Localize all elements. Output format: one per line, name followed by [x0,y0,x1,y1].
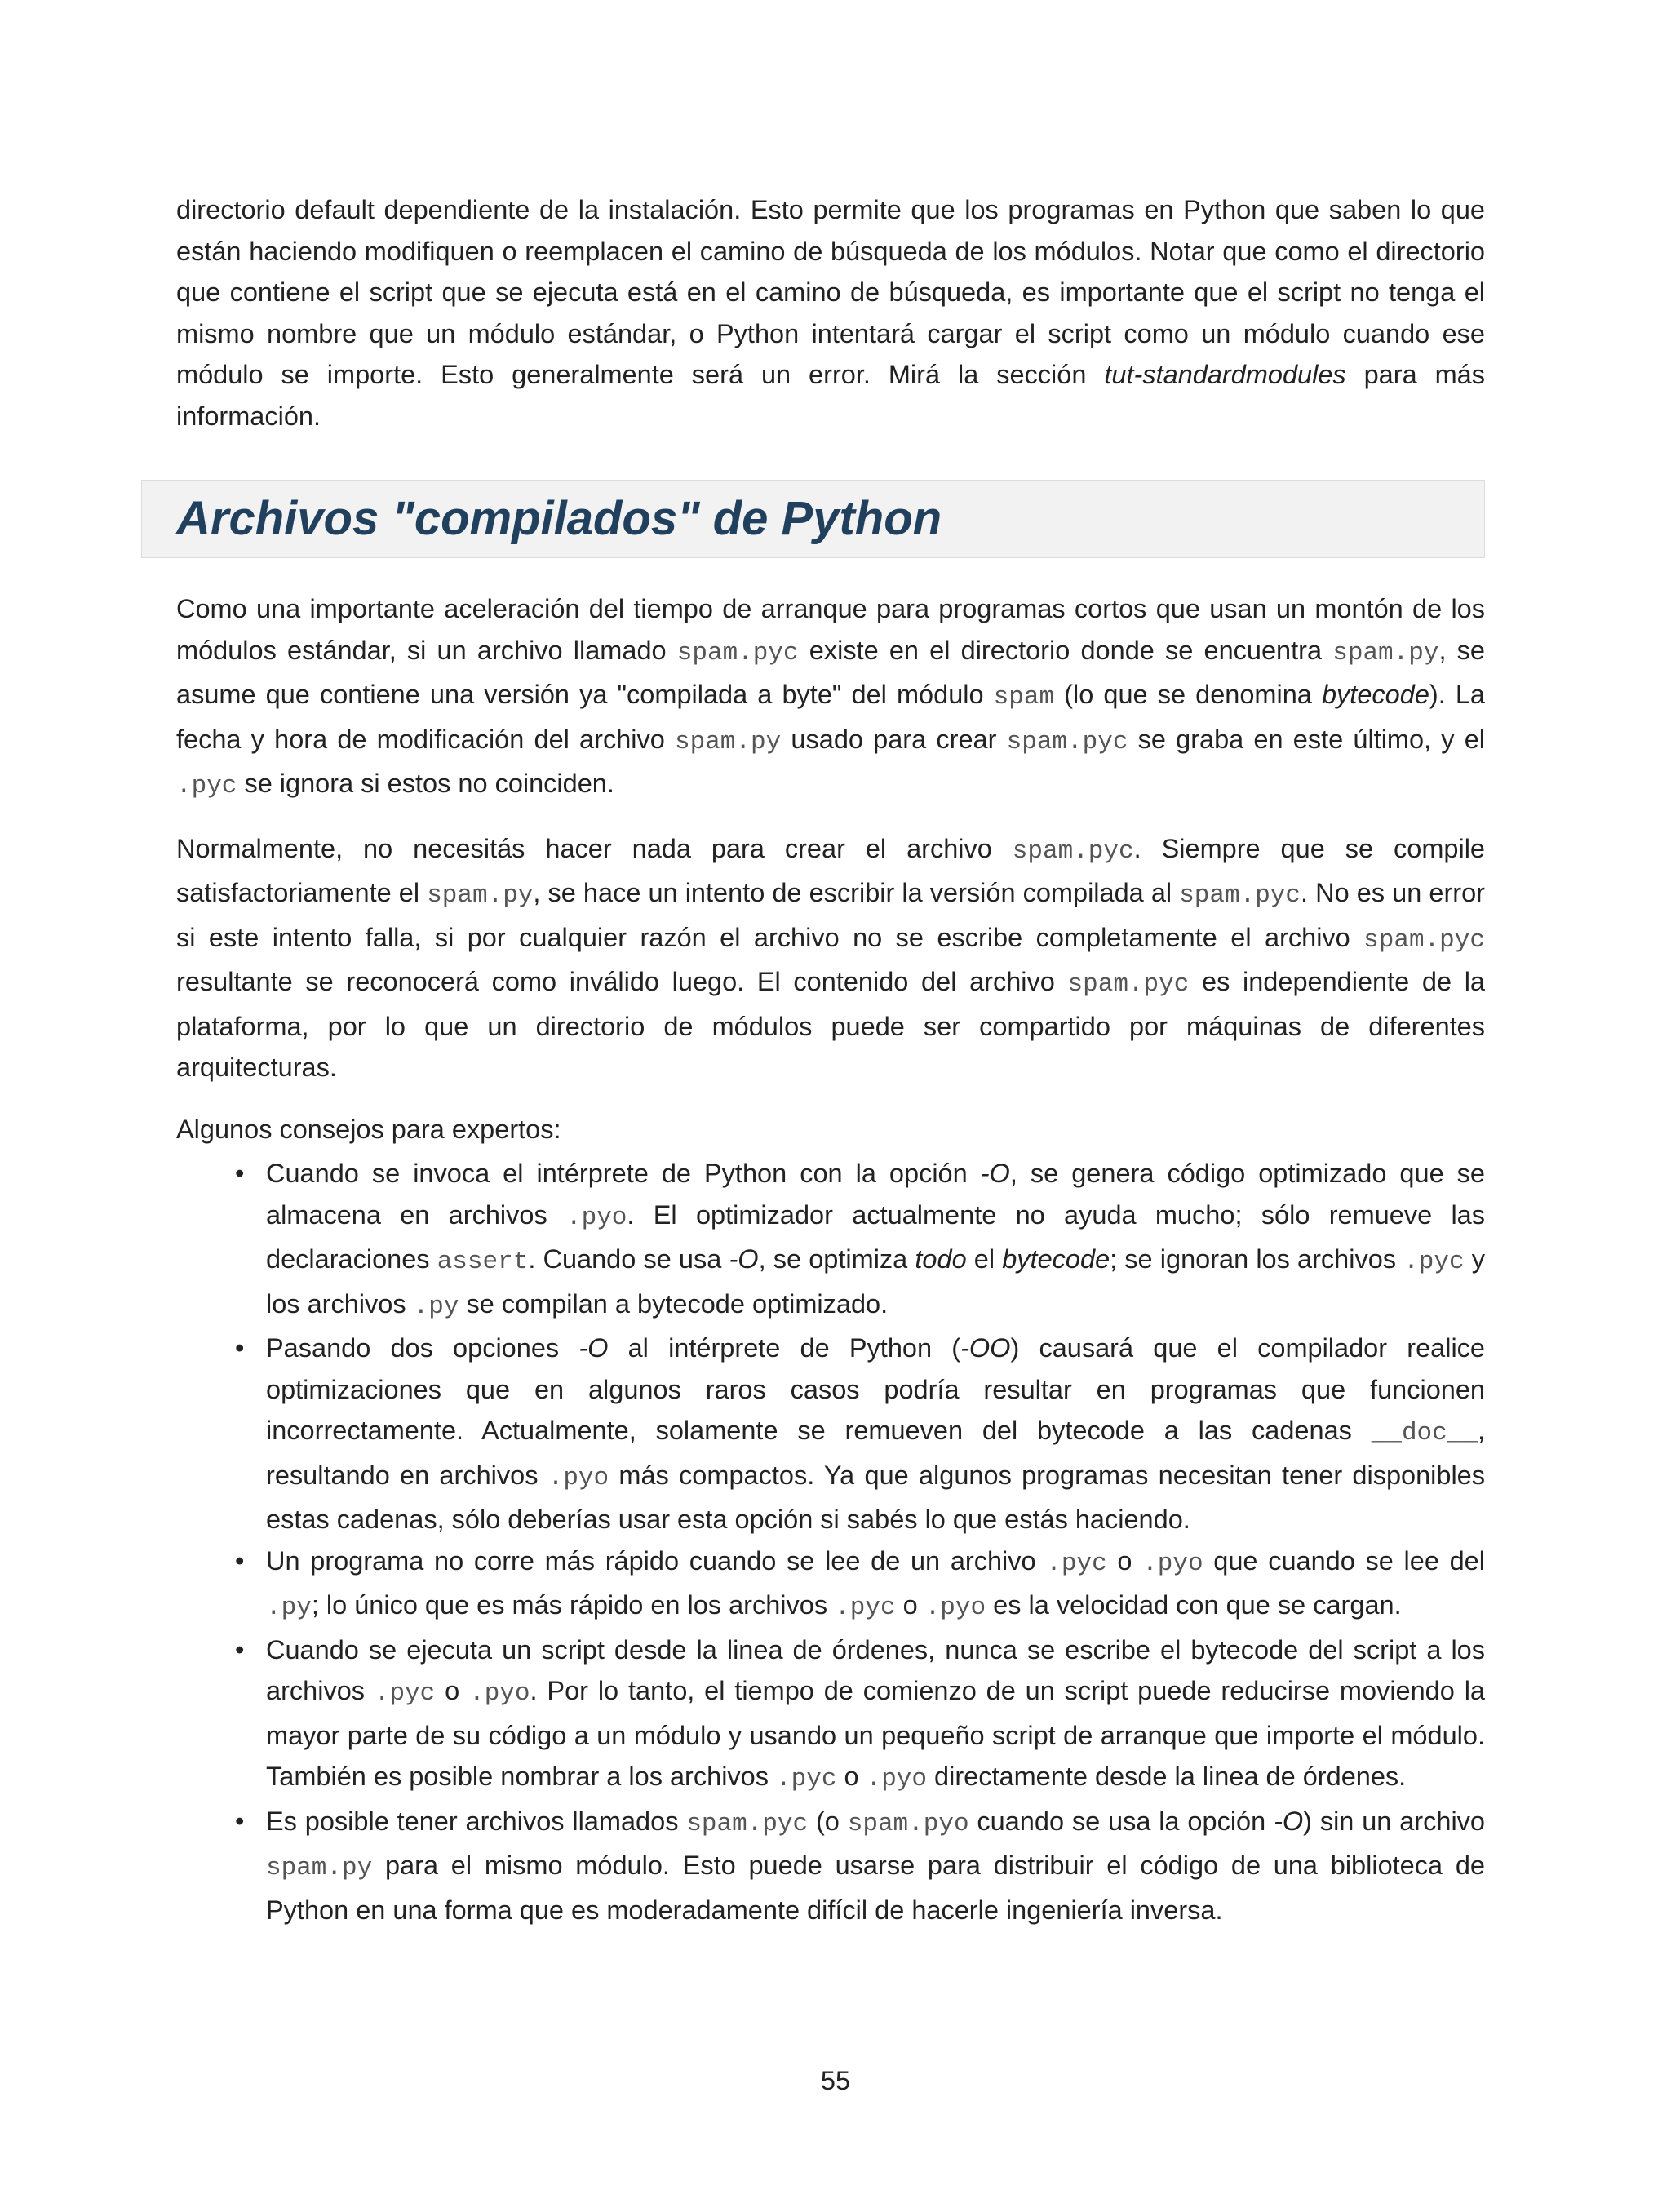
text: al intérprete de Python ( [608,1333,961,1363]
text: . Cuando se usa [528,1244,729,1274]
code-inline: spam [993,683,1055,711]
list-item [176,1801,1485,1931]
bullet-icon: • [235,1333,245,1363]
code-inline: .pyo [547,1463,609,1492]
code-inline: spam.pyc [1179,881,1301,910]
text: que cuando se lee del [1203,1545,1485,1576]
text: y los archivos [266,1244,1486,1319]
section-body [176,588,1485,1931]
text: Pasando dos opciones [266,1333,579,1363]
text: o [895,1590,925,1620]
section-heading-box [141,480,1485,558]
bullet-icon: • [235,1545,245,1576]
text: , se genera código optimizado que se almacena en archivos [266,1159,1485,1230]
text: directorio default dependiente de la instalación. Esto permite que los programas en Python que saben lo que están haciendo modifiquen o reemplacen el camino de búsqueda de los módulos. Notar que como el directorio que contiene el script que se ejecuta está en el camino de búsqueda, es importante que el script no tenga el mismo nombre que un módulo estándar, o Python intentará cargar el script como un módulo cuando ese módulo se importe. Esto generalmente será un error. Mirá la sección [176,195,1485,389]
page-number: 55 [820,2066,851,2095]
text: , se asume que contiene una versión ya "compilada a byte" del módulo [176,635,1485,709]
code-inline: .py [413,1292,459,1321]
code-inline: spam.py [427,881,534,910]
list-item [176,1540,1485,1629]
text: Es posible tener archivos llamados [266,1806,687,1836]
bullet-icon: • [235,1634,245,1665]
section-title: Archivos "compilados" de Python [176,492,942,545]
text: , se optimiza [758,1244,915,1274]
text: (lo que se denomina [1054,680,1322,709]
text: ) sin un archivo [1303,1806,1485,1836]
code-inline: __doc__ [1371,1419,1478,1447]
text: directamente desde la linea de órdenes. [927,1762,1407,1791]
code-inline: spam.pyc [676,638,799,667]
text: para más información. [176,360,1485,431]
code-inline: .pyo [1142,1549,1203,1578]
code-inline: .pyo [469,1679,530,1708]
text: para el mismo módulo. Esto puede usarse para distribuir el código de una biblioteca de Python en una forma que es moderadamente difícil de hacerle ingeniería inversa. [266,1851,1485,1925]
code-inline: assert [437,1248,529,1276]
code-inline: spam.pyc [686,1809,809,1838]
text: ; lo único que es más rápido en los archivos [311,1590,836,1620]
intro-block [176,189,1485,437]
text: se compilan a bytecode optimizado. [459,1288,889,1319]
text: . El optimizador actualmente no ayuda mucho; sólo remueve las declaraciones [266,1199,1485,1274]
paragraph-normally [176,828,1485,1088]
text: ; se ignoran los archivos [1110,1244,1404,1274]
code-inline: .py [266,1594,312,1622]
text: Como una importante aceleración del tiempo de arranque para programas cortos que usan un montón de los módulos estándar, si un archivo llamado [176,594,1485,665]
code-inline: spam.pyo [847,1809,969,1838]
code-inline: .pyc [1403,1248,1465,1276]
code-inline: .pyo [866,1765,928,1793]
paragraph-tips-intro: Algunos consejos para expertos: [176,1114,561,1144]
text: cuando se usa la opción [968,1806,1274,1836]
text: . No es un error si este intento falla, si por cualquier razón el archivo no se escribe completamente el archivo [176,878,1485,952]
text: ) causará que el compilador realice optimizaciones que en algunos raros casos podría resultar en programas que funcionen incorrectamente. Actualmente, solamente se remueven del bytecode a las cadenas [266,1333,1485,1445]
code-inline: .pyo [924,1594,986,1622]
bullet-icon: • [235,1806,245,1836]
bullet-icon: • [235,1159,245,1188]
code-inline: spam.py [266,1854,373,1882]
text: Cuando se ejecuta un script desde la linea de órdenes, nunca se escribe el bytecode del script a los archivos [266,1634,1485,1705]
emphasis: -O [980,1159,1010,1188]
paragraph-acceleration [176,588,1485,808]
text: Un programa no corre más rápido cuando se lee de un archivo [266,1545,1047,1576]
text: o [836,1762,867,1791]
emphasis: -OO [960,1333,1011,1363]
text: . Siempre que se compile satisfactoriamente el [176,833,1485,907]
emphasis: bytecode [1002,1244,1110,1274]
text: es la velocidad con que se cargan. [986,1590,1402,1620]
list-item [176,1153,1485,1328]
text: Cuando se invoca el intérprete de Python con la opción [266,1159,981,1188]
emphasis: -O [1274,1806,1304,1836]
intro-paragraph [176,189,1485,437]
code-inline: .pyc [776,1765,837,1793]
emphasis: bytecode [1321,680,1429,709]
text: es independiente de la plataforma, por lo que un directorio de módulos puede ser compartido por máquinas de diferentes arquitecturas. [176,967,1485,1082]
list-item [176,1328,1485,1540]
text: o [1106,1545,1143,1576]
emphasis: -O [578,1333,609,1363]
text: , resultando en archivos [266,1416,1485,1490]
text: el [966,1244,1003,1274]
code-inline: spam.pyc [1012,836,1134,866]
code-inline: .pyc [374,1679,436,1708]
text: usado para crear [781,724,1007,754]
text: ). La fecha y hora de modificación del archivo [176,680,1485,754]
text: se graba en este último, y el [1128,724,1485,754]
code-inline: spam.pyc [1363,925,1485,955]
code-inline: .pyc [835,1594,896,1622]
tips-list [176,1153,1485,1931]
code-inline: spam.py [1332,638,1439,667]
text: más compactos. Ya que algunos programas necesitan tener disponibles estas cadenas, sólo deberías usar esta opción si sabés lo que estás haciendo. [266,1460,1486,1534]
code-inline: spam.pyc [1067,970,1190,999]
text: se ignora si estos no coinciden. [237,769,614,798]
text: , se hace un intento de escribir la versión compilada al [533,878,1180,907]
code-inline: spam.py [675,727,782,756]
list-item [176,1629,1485,1801]
standardmodules-reference[interactable]: tut-standardmodules [1104,360,1346,389]
code-inline: spam.pyc [1006,727,1128,756]
text: resultante se reconocerá como inválido luego. El contenido del archivo [176,967,1068,996]
emphasis: -O [729,1244,759,1274]
code-inline: .pyc [176,772,237,800]
text: existe en el directorio donde se encuentra [798,635,1333,665]
text: . Por lo tanto, el tiempo de comienzo de un script puede reducirse moviendo la mayor parte de su código a un módulo y usando un pequeño script de arranque que importe el módulo. También es posible nombrar a los archivos [266,1676,1485,1791]
code-inline: .pyc [1046,1549,1107,1578]
text: o [435,1676,470,1705]
emphasis: todo [915,1244,967,1274]
text: (o [808,1806,848,1836]
text: Normalmente, no necesitás hacer nada para crear el archivo [176,833,1013,863]
code-inline: .pyo [566,1203,627,1232]
